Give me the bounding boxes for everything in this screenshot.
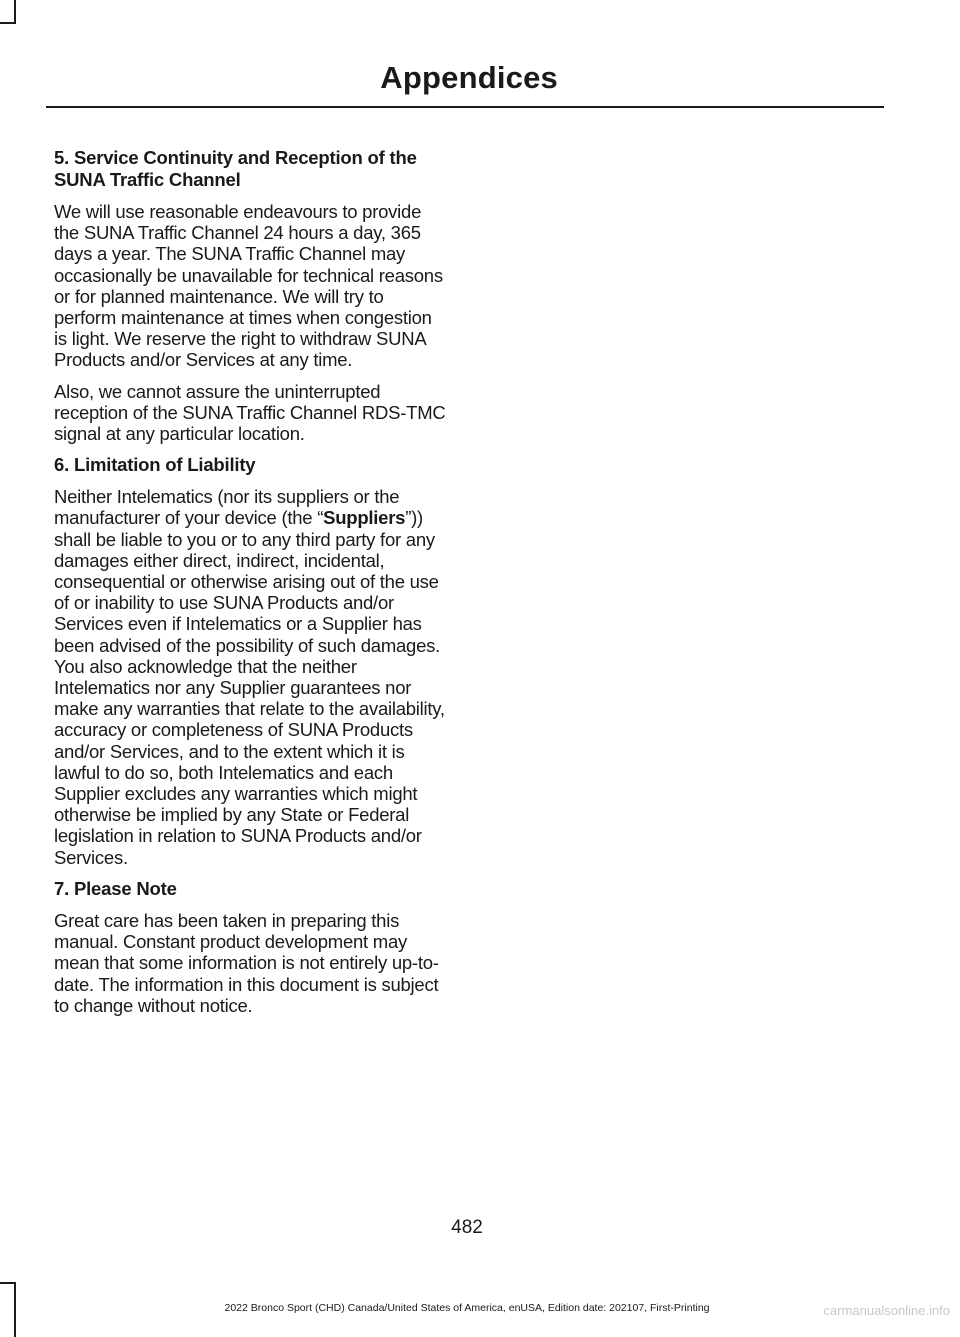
- section-6-text-after: ”)) shall be liable to you or to any third party for any damages either direct, indirect, incidental, consequential or otherwise arising out of the use of or inability to use SUNA Products and/or Services even if Intelematics or a Supplier has been advised of the possibility of such damages. You also acknowledge that the neither Intelematics nor any Supplier guarantees nor make any warranties that relate to the availability, accuracy or completeness of SUNA Products and/or Services, and to the extent which it is lawful to do so, both Intelematics and each Supplier excludes any warranties which might otherwise be implied by any State or Federal legislation in relation to SUNA Products and/or Services.: [54, 507, 445, 868]
- section-5-title: 5. Service Continuity and Reception of the SUNA Traffic Channel: [54, 147, 417, 190]
- page-number: 482: [451, 1217, 483, 1238]
- section-7-title: 7. Please Note: [54, 877, 177, 899]
- crop-mark-bottom-left-horizontal: [0, 1282, 16, 1284]
- watermark-text: carmanualsonline.info: [823, 1303, 950, 1318]
- main-content: [54, 147, 448, 1026]
- section-5-paragraph-1: We will use reasonable endeavours to provide the SUNA Traffic Channel 24 hours a day, 365 days a year. The SUNA Traffic Channel may occasionally be unavailable for technical reasons or for planned maintenance. We will try to perform maintenance at times when congestion is light. We reserve the right to withdraw SUNA Products and/or Services at any time.: [54, 201, 443, 371]
- crop-mark-top-left-vertical: [14, 0, 16, 24]
- section-7-paragraph: Great care has been taken in preparing this manual. Constant product development may mean that some information is not entirely up-to-date. The information in this document is subject to change without notice.: [54, 909, 439, 1016]
- section-6-title: 6. Limitation of Liability: [54, 454, 256, 476]
- section-6-text-before: Neither Intelematics (nor its suppliers or the manufacturer of your device (the “: [54, 486, 400, 529]
- footer-edition-text: 2022 Bronco Sport (CHD) Canada/United States of America, enUSA, Edition date: 202107, First-Printing: [224, 1302, 710, 1314]
- page-header-title: Appendices: [380, 60, 558, 95]
- header-rule: [46, 106, 884, 108]
- suppliers-term: Suppliers: [323, 507, 406, 529]
- crop-mark-top-left-horizontal: [0, 22, 16, 24]
- section-5-paragraph-2: Also, we cannot assure the uninterrupted reception of the SUNA Traffic Channel RDS-TMC signal at any particular location.: [54, 380, 446, 445]
- section-6-paragraph: [54, 486, 448, 868]
